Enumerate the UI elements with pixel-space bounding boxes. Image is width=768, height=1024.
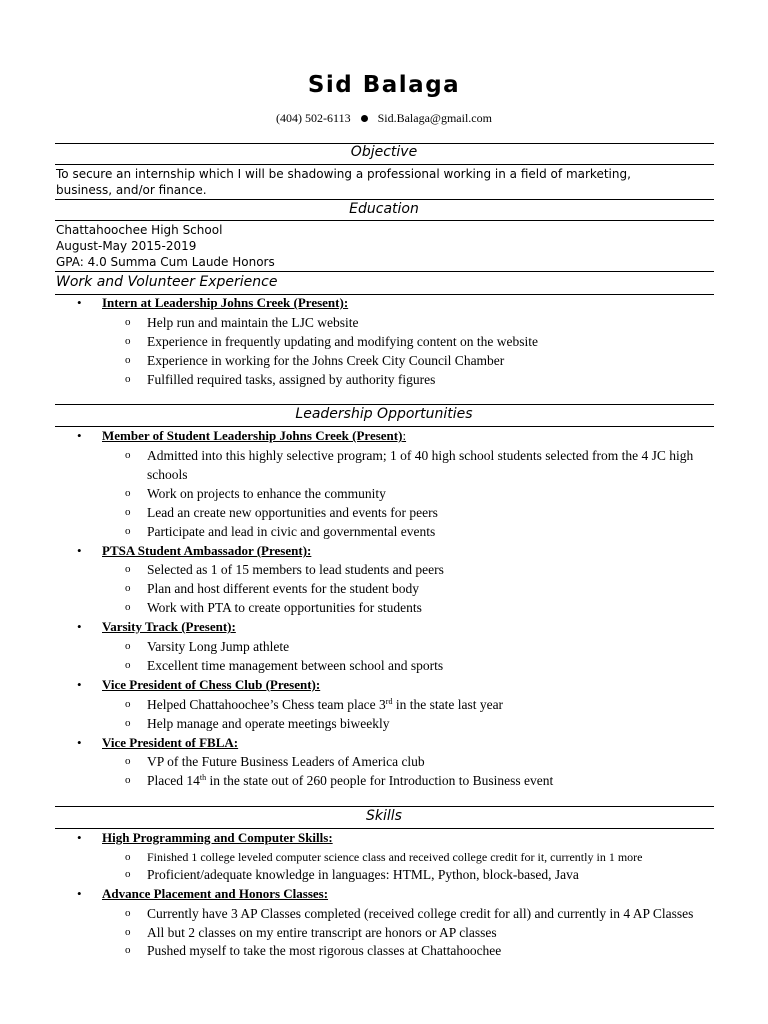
item-text: Helped Chattahoochee’s Chess team place 3 bbox=[147, 697, 386, 712]
list-item: Admitted into this highly selective program; 1 of 40 high school students selected from the 4 JC high bbox=[147, 448, 694, 463]
section-rule bbox=[55, 164, 714, 165]
education-dates: August-May 2015-2019 bbox=[56, 239, 197, 253]
section-rule bbox=[55, 220, 714, 221]
sub-bullet-icon: o bbox=[125, 582, 131, 594]
list-item: Varsity Long Jump athlete bbox=[147, 639, 290, 654]
sub-bullet-icon: o bbox=[125, 640, 131, 652]
list-item: Experience in working for the Johns Creek City Council Chamber bbox=[147, 353, 505, 368]
list-item: Finished 1 college leveled computer science class and received college credit for it, currently in 1 more bbox=[147, 850, 643, 864]
email-address: Sid.Balaga@gmail.com bbox=[377, 111, 492, 125]
ordinal-suffix: rd bbox=[385, 697, 393, 706]
list-item: VP of the Future Business Leaders of America club bbox=[147, 754, 425, 769]
list-item: Participate and lead in civic and governmental events bbox=[147, 524, 436, 539]
heading-text: Member of Student Leadership Johns Creek (Present) bbox=[102, 428, 403, 443]
ordinal-suffix: th bbox=[199, 773, 207, 782]
section-rule bbox=[55, 199, 714, 200]
sub-bullet-icon: o bbox=[125, 506, 131, 518]
sub-bullet-icon: o bbox=[125, 907, 131, 919]
bullet-icon: • bbox=[77, 677, 82, 692]
list-item: Work with PTA to create opportunities for students bbox=[147, 600, 422, 615]
separator-dot-icon bbox=[361, 115, 368, 122]
objective-line-2: business, and/or finance. bbox=[56, 183, 207, 197]
list-item: Selected as 1 of 15 members to lead students and peers bbox=[147, 562, 444, 577]
section-rule bbox=[55, 404, 714, 405]
phone-number: (404) 502-6113 bbox=[276, 111, 351, 125]
bullet-icon: • bbox=[77, 735, 82, 750]
bullet-icon: • bbox=[77, 543, 82, 558]
sub-bullet-icon: o bbox=[125, 868, 131, 880]
list-item: Plan and host different events for the student body bbox=[147, 581, 419, 596]
list-item: Fulfilled required tasks, assigned by authority figures bbox=[147, 372, 436, 387]
list-item bbox=[147, 771, 553, 790]
skills-title: Skills bbox=[366, 808, 402, 824]
sub-bullet-icon: o bbox=[125, 717, 131, 729]
skills-heading: Advance Placement and Honors Classes: bbox=[102, 886, 329, 901]
sub-bullet-icon: o bbox=[125, 659, 131, 671]
resume-name: Sid Balaga bbox=[307, 72, 461, 98]
bullet-icon: • bbox=[77, 619, 82, 634]
skills-heading: High Programming and Computer Skills: bbox=[102, 830, 333, 845]
sub-bullet-icon: o bbox=[125, 601, 131, 613]
leadership-title: Leadership Opportunities bbox=[295, 406, 473, 422]
section-rule bbox=[55, 426, 714, 427]
heading-colon: : bbox=[402, 428, 407, 443]
sub-bullet-icon: o bbox=[125, 335, 131, 347]
sub-bullet-icon: o bbox=[125, 449, 131, 461]
work-title: Work and Volunteer Experience bbox=[56, 274, 278, 290]
sub-bullet-icon: o bbox=[125, 373, 131, 385]
sub-bullet-icon: o bbox=[125, 316, 131, 328]
education-gpa: GPA: 4.0 Summa Cum Laude Honors bbox=[56, 255, 275, 269]
list-item: Pushed myself to take the most rigorous classes at Chattahoochee bbox=[147, 943, 502, 958]
list-item bbox=[147, 695, 503, 714]
list-item: Help run and maintain the LJC website bbox=[147, 315, 359, 330]
sub-bullet-icon: o bbox=[125, 354, 131, 366]
work-heading: Intern at Leadership Johns Creek (Present): bbox=[102, 295, 349, 310]
leadership-heading: Vice President of FBLA: bbox=[102, 735, 239, 750]
leadership-heading bbox=[102, 428, 406, 444]
sub-bullet-icon: o bbox=[125, 698, 131, 710]
sub-bullet-icon: o bbox=[125, 487, 131, 499]
sub-bullet-icon: o bbox=[125, 774, 131, 786]
item-text: in the state out of 260 people for Introduction to Business event bbox=[206, 773, 554, 788]
list-item: Proficient/adequate knowledge in languages: HTML, Python, block-based, Java bbox=[147, 867, 579, 882]
section-rule bbox=[55, 828, 714, 829]
list-item-continued: schools bbox=[147, 467, 188, 482]
list-item: Work on projects to enhance the community bbox=[147, 486, 386, 501]
list-item: All but 2 classes on my entire transcript are honors or AP classes bbox=[147, 925, 497, 940]
sub-bullet-icon: o bbox=[125, 944, 131, 956]
list-item: Experience in frequently updating and modifying content on the website bbox=[147, 334, 539, 349]
list-item: Help manage and operate meetings biweekly bbox=[147, 716, 390, 731]
bullet-icon: • bbox=[77, 428, 82, 443]
sub-bullet-icon: o bbox=[125, 851, 131, 863]
item-text: in the state last year bbox=[392, 697, 504, 712]
bullet-icon: • bbox=[77, 830, 82, 845]
list-item: Excellent time management between school and sports bbox=[147, 658, 444, 673]
bullet-icon: • bbox=[77, 295, 82, 310]
leadership-heading: PTSA Student Ambassador (Present): bbox=[102, 543, 312, 558]
sub-bullet-icon: o bbox=[125, 926, 131, 938]
section-rule bbox=[55, 271, 714, 272]
education-title: Education bbox=[349, 201, 419, 217]
leadership-heading: Varsity Track (Present): bbox=[102, 619, 236, 634]
section-rule bbox=[55, 806, 714, 807]
contact-line bbox=[0, 111, 768, 126]
sub-bullet-icon: o bbox=[125, 755, 131, 767]
sub-bullet-icon: o bbox=[125, 525, 131, 537]
objective-title: Objective bbox=[350, 144, 418, 160]
objective-line-1: To secure an internship which I will be shadowing a professional working in a field of marketing, bbox=[56, 167, 631, 181]
item-text: Placed 14 bbox=[147, 773, 200, 788]
education-school: Chattahoochee High School bbox=[56, 223, 223, 237]
leadership-heading: Vice President of Chess Club (Present): bbox=[102, 677, 321, 692]
bullet-icon: • bbox=[77, 886, 82, 901]
list-item: Lead an create new opportunities and events for peers bbox=[147, 505, 438, 520]
sub-bullet-icon: o bbox=[125, 563, 131, 575]
list-item: Currently have 3 AP Classes completed (received college credit for all) and currently in 4 AP Classes bbox=[147, 906, 694, 921]
